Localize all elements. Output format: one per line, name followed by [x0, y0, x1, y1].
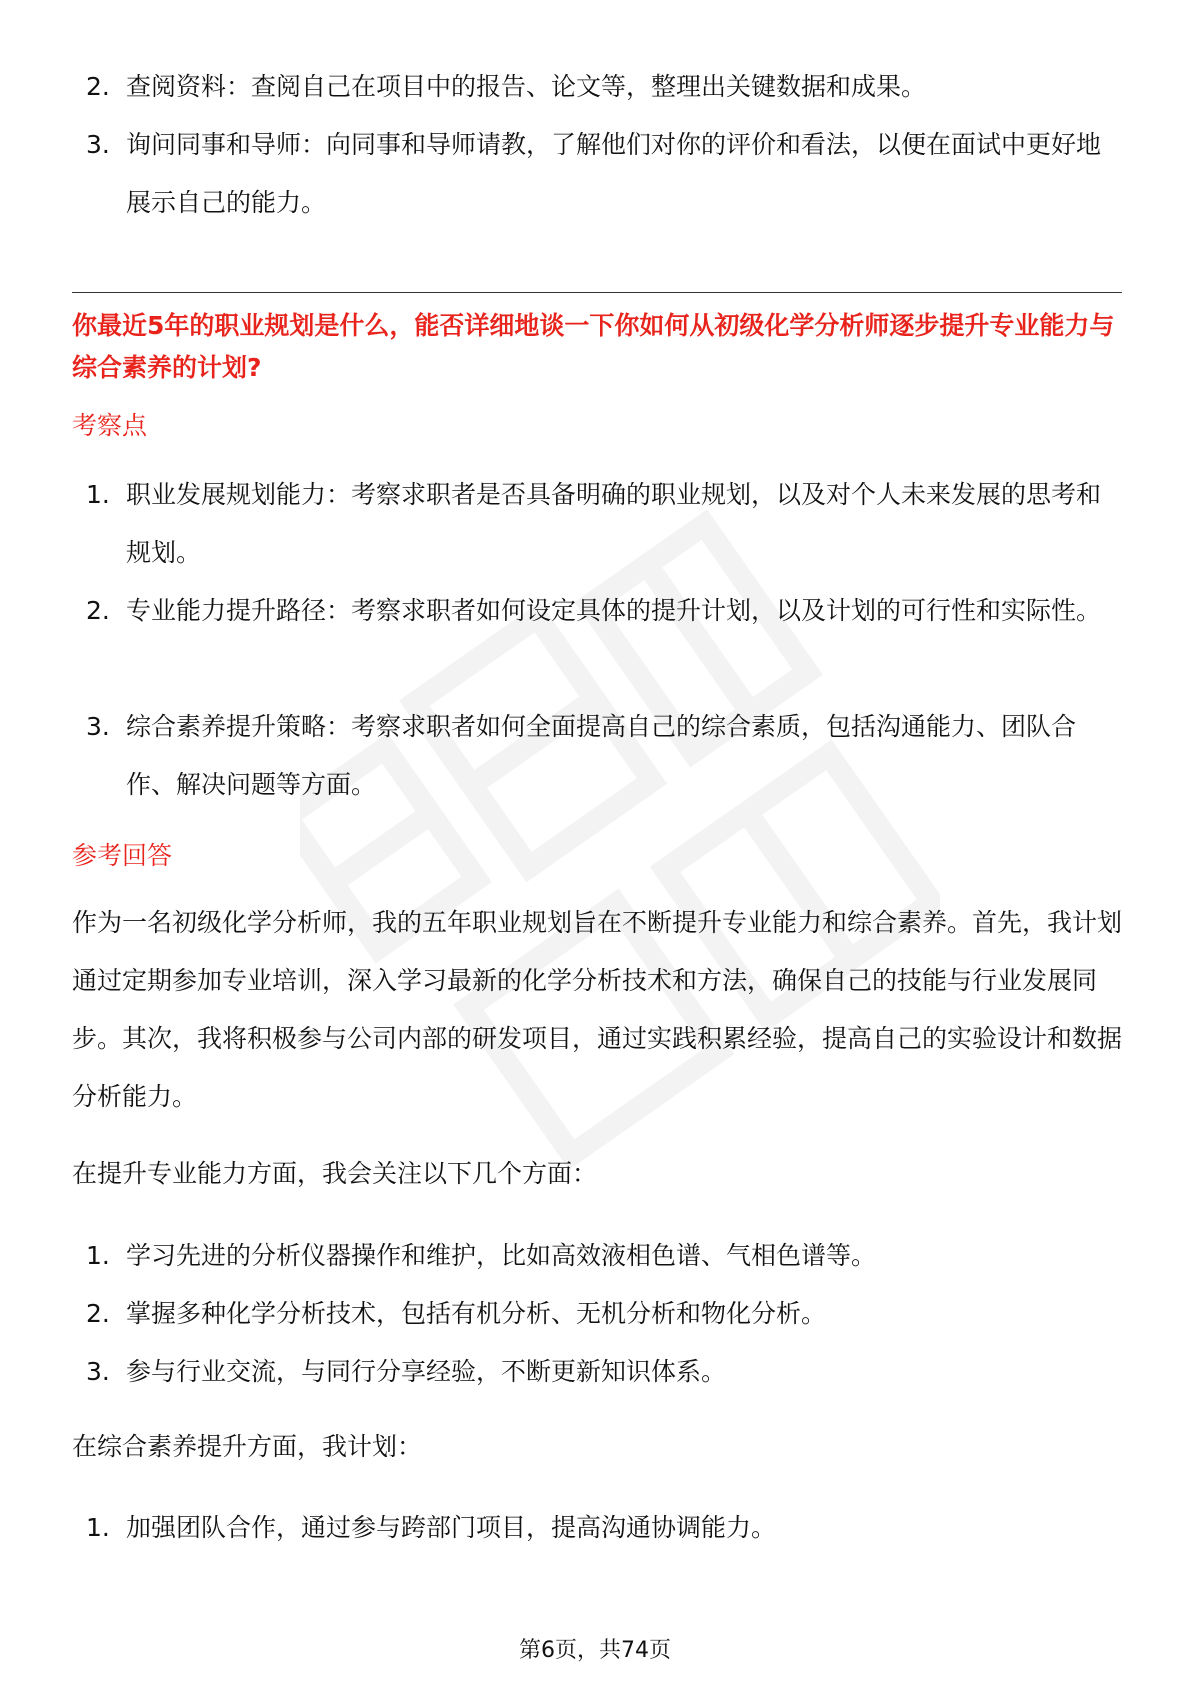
answer-paragraph: 在综合素养提升方面，我计划：: [72, 1432, 423, 1461]
list-item-text: 专业能力提升路径：考察求职者如何设定具体的提升计划，以及计划的可行性和实际性。: [126, 596, 1102, 625]
list-item-number: 3.: [86, 130, 110, 159]
list-item-number: 1.: [86, 1241, 110, 1270]
list-item-text: 加强团队合作，通过参与跨部门项目，提高沟通协调能力。: [126, 1513, 777, 1542]
answer-paragraph: 作为一名初级化学分析师，我的五年职业规划旨在不断提升专业能力和综合素养。首先，我计划通过定期参加专业培训，深入学习最新的化学分析技术和方法，确保自己的技能与行业发展同步。其次，我将积极参与公司内部的研发项目，通过实践积累经验，提高自己的实验设计和数据分析能力。: [72, 908, 1123, 1111]
list-item-number: 3.: [86, 712, 110, 741]
list-item-text: 综合素养提升策略：考察求职者如何全面提高自己的综合素质，包括沟通能力、团队合作、解决问题等方面。: [126, 712, 1077, 799]
list-item-text: 查阅资料：查阅自己在项目中的报告、论文等，整理出关键数据和成果。: [126, 72, 927, 101]
answer-paragraph: 在提升专业能力方面，我会关注以下几个方面：: [72, 1159, 598, 1188]
list-item-number: 1.: [86, 1513, 110, 1542]
question-title: 你最近5年的职业规划是什么，能否详细地谈一下你如何从初级化学分析师逐步提升专业能力与综合素养的计划?: [72, 311, 1115, 382]
list-item-text: 询问同事和导师：向同事和导师请教，了解他们对你的评价和看法，以便在面试中更好地展示自己的能力。: [126, 130, 1102, 217]
list-item-number: 3.: [86, 1357, 110, 1386]
page-footer: 第6页，共74页: [519, 1638, 671, 1663]
answer-heading: 参考回答: [72, 841, 173, 870]
assess-heading: 考察点: [72, 411, 148, 440]
list-item-text: 学习先进的分析仪器操作和维护，比如高效液相色谱、气相色谱等。: [126, 1241, 877, 1270]
list-item-text: 参与行业交流，与同行分享经验，不断更新知识体系。: [126, 1357, 727, 1386]
list-item-number: 1.: [86, 480, 110, 509]
list-item-text: 职业发展规划能力：考察求职者是否具备明确的职业规划，以及对个人未来发展的思考和规划。: [126, 480, 1102, 567]
list-item-number: 2.: [86, 72, 110, 101]
list-item-number: 2.: [86, 1299, 110, 1328]
section-divider: [72, 292, 1122, 293]
list-item-number: 2.: [86, 596, 110, 625]
list-item-text: 掌握多种化学分析技术，包括有机分析、无机分析和物化分析。: [126, 1299, 827, 1328]
